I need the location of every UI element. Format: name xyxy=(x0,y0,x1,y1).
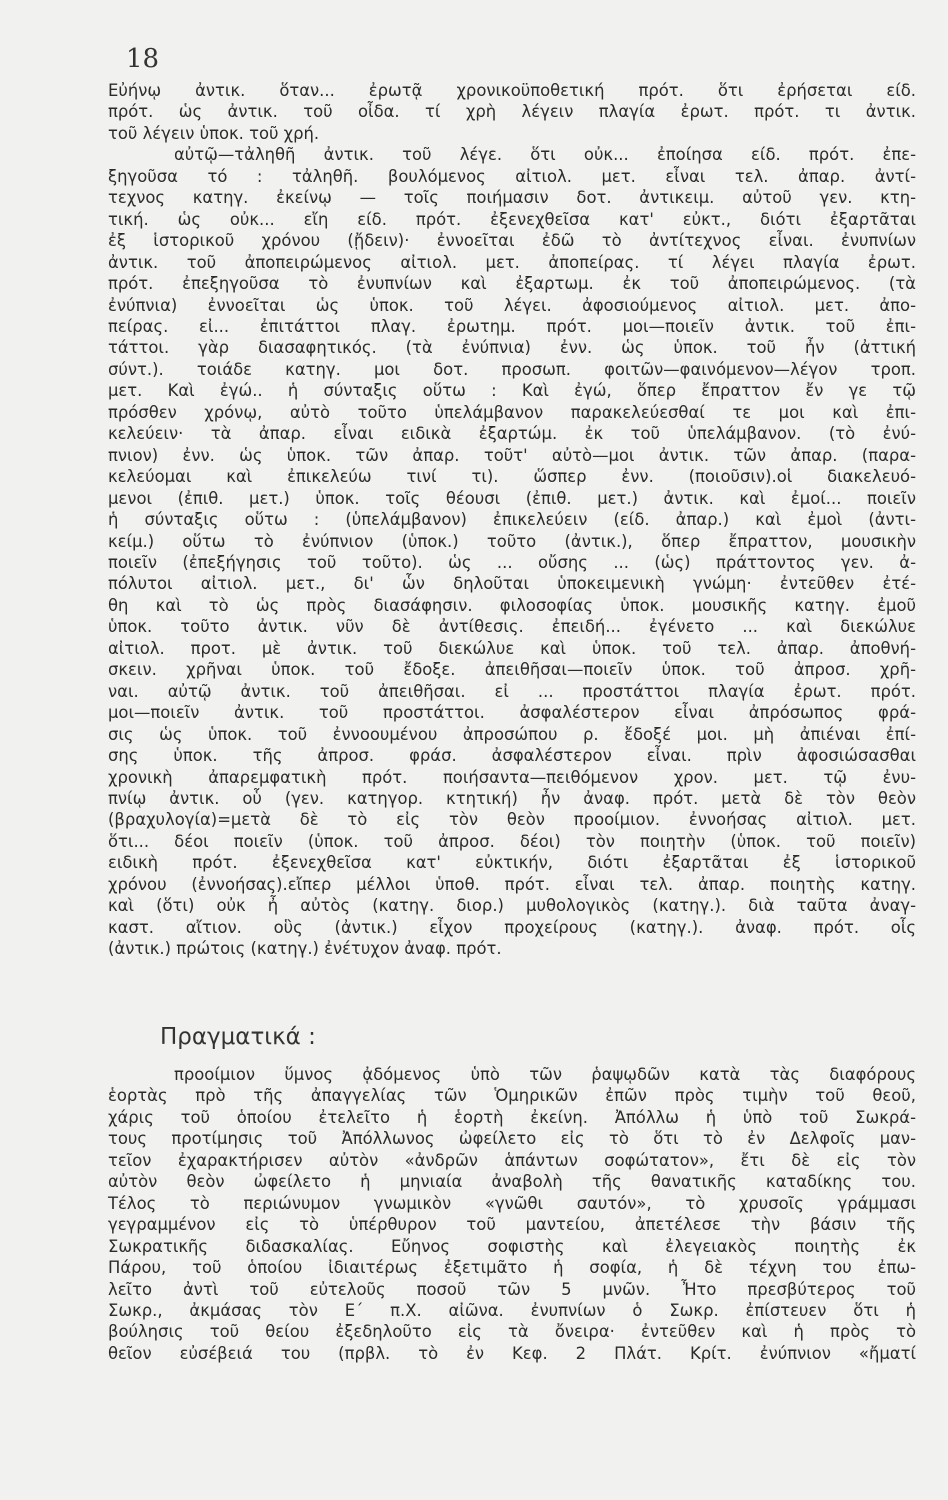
commentary-line: ποιεῖν (ἐπεξήγησις τοῦ τοῦτο). ὡς ... οὔσης ... (ὡς) πράττοντος γεν. ἀ- xyxy=(108,552,916,572)
commentary-line: αὐτῷ—τἀληθῆ ἀντικ. τοῦ λέγε. ὅτι οὐκ... ἐποίησα είδ. πρότ. ἐπε- xyxy=(174,145,916,165)
commentary-line: πνίῳ ἀντικ. οὗ (γεν. κατηγορ. κτητική) ἦν ἀναφ. πρότ. μετὰ δὲ τὸν θεὸν xyxy=(108,788,916,808)
commentary-line: τάττοι. γὰρ διασαφητικός. (τὰ ἐνύπνια) ἐνν. ὡς ὑποκ. τοῦ ἦν (ἀττική xyxy=(108,338,916,358)
commentary-line: κελεύομαι καὶ ἐπικελεύω τινί τι). ὥσπερ ἐνν. (ποιοῦσιν).οἱ διακελευό- xyxy=(108,467,916,487)
pragmatika-text-block xyxy=(108,1064,916,1364)
commentary-line: καὶ (ὅτι) οὐκ ἦ αὐτὸς (κατηγ. διορ.) μυθολογικὸς (κατηγ.). διὰ ταῦτα ἀναγ- xyxy=(108,896,916,916)
pragmatika-line: τους προτίμησις τοῦ Ἀπόλλωνος ὠφείλετο εἰς τὸ ὅτι τὸ ἐν Δελφοῖς μαν- xyxy=(108,1129,916,1149)
commentary-line: ὑποκ. τοῦτο ἀντικ. νῦν δὲ ἀντίθεσις. ἐπειδή... ἐγένετο ... καὶ διεκώλυε xyxy=(108,617,916,637)
pragmatika-line: αὐτὸν θεὸν ὠφείλετο ἡ μηνιαία ἀναβολὴ τῆς θανατικῆς καταδίκης του. xyxy=(108,1172,916,1192)
commentary-line: πρόσθεν χρόνῳ, αὐτὸ τοῦτο ὑπελάμβανον παρακελεύεσθαί τε μοι καὶ ἐπι- xyxy=(108,402,916,422)
commentary-line: τοῦ λέγειν ὑποκ. τοῦ χρή. xyxy=(108,123,320,143)
commentary-line: σις ὡς ὑποκ. τοῦ ἐννοουμένου ἀπροσώπου ρ. ἔδοξέ μοι. μὴ ἀπιέναι ἐπί- xyxy=(108,724,916,744)
pragmatika-line: ἑορτὰς πρὸ τῆς ἀπαγγελίας τῶν Ὁμηρικῶν ἐπῶν πρὸς τιμὴν τοῦ θεοῦ, xyxy=(108,1086,916,1106)
commentary-line: τεχνος κατηγ. ἐκείνῳ — τοῖς ποιήμασιν δοτ. ἀντικειμ. αὐτοῦ γεν. κτη- xyxy=(108,188,916,208)
commentary-line: ειδικὴ πρότ. ἐξενεχθεῖσα κατ' εὐκτικήν, διότι ἐξαρτᾶται ἐξ ἱστορικοῦ xyxy=(108,853,916,873)
pragmatika-line: προοίμιον ὕμνος ᾀδόμενος ὑπὸ τῶν ῥαψῳδῶν κατὰ τὰς διαφόρους xyxy=(174,1065,916,1084)
commentary-line: (ἀντικ.) πρώτοις (κατηγ.) ἐνέτυχον ἀναφ. πρότ. xyxy=(108,939,502,959)
pragmatika-line: χάρις τοῦ ὁποίου ἐτελεῖτο ἡ ἑορτὴ ἐκείνη. Ἀπόλλω ἡ ὑπὸ τοῦ Σωκρά- xyxy=(108,1107,916,1127)
commentary-line: σκειν. χρῆναι ὑποκ. τοῦ ἔδοξε. ἀπειθῆσαι—ποιεῖν ὑποκ. τοῦ ἀπροσ. χρῆ- xyxy=(108,660,916,680)
commentary-line: σης ὑποκ. τῆς ἀπροσ. φράσ. ἀσφαλέστερον εἶναι. πρὶν ἀφοσιώσασθαι xyxy=(108,746,916,766)
pragmatika-line: Πάρου, τοῦ ὁποίου ἰδιαιτέρως ἐξετιμᾶτο ἡ σοφία, ἡ δὲ τέχνη του ἐπω- xyxy=(108,1258,916,1278)
commentary-line: μοι—ποιεῖν ἀντικ. τοῦ προστάττοι. ἀσφαλέστερον εἶναι ἀπρόσωπος φρά- xyxy=(108,703,916,723)
commentary-line: πείρας. εἰ... ἐπιτάττοι πλαγ. ἐρωτημ. πρότ. μοι—ποιεῖν ἀντικ. τοῦ ἐπι- xyxy=(108,316,916,336)
commentary-line: μετ. Καὶ ἐγώ.. ἡ σύνταξις οὕτω : Καὶ ἐγώ, ὅπερ ἔπραττον ἔν γε τῷ xyxy=(108,381,916,401)
pragmatika-line: Τέλος τὸ περιώνυμον γνωμικὸν «γνῶθι σαυτόν», τὸ χρυσοῖς γράμμασι xyxy=(108,1193,916,1213)
commentary-line: κείμ.) οὕτω τὸ ἐνύπνιον (ὑποκ.) τοῦτο (ἀντικ.), ὅπερ ἔπραττον, μουσικὴν xyxy=(108,531,916,551)
commentary-line: ἐνύπνια) ἐννοεῖται ὡς ὑποκ. τοῦ λέγει. ἀφοσιούμενος αἰτιολ. μετ. ἀπο- xyxy=(108,295,916,315)
page-number: 18 xyxy=(126,44,160,74)
commentary-line: χρόνου (ἐννοήσας).εἴπερ μέλλοι ὑποθ. πρότ. εἶναι τελ. ἀπαρ. ποιητὴς κατηγ. xyxy=(108,874,916,894)
pragmatika-line: τεῖον ἐχαρακτήρισεν αὐτὸν «ἀνδρῶν ἁπάντων σοφώτατον», ἔτι δὲ εἰς τὸν xyxy=(108,1150,916,1170)
pragmatika-line: γεγραμμένον εἰς τὸ ὑπέρθυρον τοῦ μαντείου, ἀπετέλεσε τὴν βάσιν τῆς xyxy=(108,1215,916,1235)
commentary-line: ἐξ ἱστορικοῦ χρόνου (ᾔδειν)· ἐννοεῖται ἐδῶ τὸ ἀντίτεχνος εἶναι. ἐνυπνίων xyxy=(108,231,916,251)
commentary-line: τική. ὡς οὐκ... εἴη είδ. πρότ. ἐξενεχθεῖσα κατ' εὐκτ., διότι ἐξαρτᾶται xyxy=(108,209,916,229)
section-heading: Πραγματικά : xyxy=(160,1024,316,1050)
commentary-line: ἀντικ. τοῦ ἀποπειρώμενος αἰτιολ. μετ. ἀποπείρας. τί λέγει πλαγία ἐρωτ. xyxy=(108,252,916,272)
commentary-line: χρονικὴ ἀπαρεμφατικὴ πρότ. ποιήσαντα—πειθόμενον χρον. μετ. τῷ ἐνυ- xyxy=(108,767,916,787)
pragmatika-line: λεῖτο ἀντὶ τοῦ εὐτελοῦς ποσοῦ τῶν 5 μνῶν. Ἦτο πρεσβύτερος τοῦ xyxy=(108,1279,916,1299)
pragmatika-line: βούλησις τοῦ θείου ἐξεδηλοῦτο εἰς τὰ ὄνειρα· ἐντεῦθεν καὶ ἡ πρὸς τὸ xyxy=(108,1322,916,1342)
pragmatika-line: Σωκρ., ἀκμάσας τὸν Ε΄ π.Χ. αἰῶνα. ἐνυπνίων ὁ Σωκρ. ἐπίστευεν ὅτι ἡ xyxy=(108,1300,916,1320)
commentary-line: ξηγοῦσα τό : τἀληθῆ. βουλόμενος αἰτιολ. μετ. εἶναι τελ. ἀπαρ. ἀντί- xyxy=(108,166,916,186)
commentary-line: ὅτι... δέοι ποιεῖν (ὑποκ. τοῦ ἀπροσ. δέοι) τὸν ποιητὴν (ὑποκ. τοῦ ποιεῖν) xyxy=(108,831,916,851)
commentary-line: Εὐήνῳ ἀντικ. ὅταν... ἐρωτᾷ χρονικοϋποθετική πρότ. ὅτι ἐρήσεται είδ. xyxy=(108,81,916,100)
commentary-text-block xyxy=(108,80,916,960)
pragmatika-line: Σωκρατικῆς διδασκαλίας. Εὔηνος σοφιστὴς καὶ ἐλεγειακὸς ποιητὴς ἐκ xyxy=(108,1236,916,1256)
commentary-line: (βραχυλογία)=μετὰ δὲ τὸ εἰς τὸν θεὸν προοίμιον. ἐννοήσας αἰτιολ. μετ. xyxy=(108,810,916,830)
commentary-line: αἰτιολ. προτ. μὲ ἀντικ. τοῦ διεκώλυε καὶ ὑποκ. τοῦ τελ. ἀπαρ. ἀποθνή- xyxy=(108,638,916,658)
commentary-line: κελεύειν· τὰ ἀπαρ. εἶναι ειδικὰ ἐξαρτώμ. ἐκ τοῦ ὑπελάμβανον. (τὸ ἐνύ- xyxy=(108,424,916,444)
commentary-line: σύντ.). τοιάδε κατηγ. μοι δοτ. προσωπ. φοιτῶν—φαινόμενον—λέγον τροπ. xyxy=(108,359,916,379)
commentary-line: πρότ. ὡς ἀντικ. τοῦ οἶδα. τί χρὴ λέγειν πλαγία ἐρωτ. πρότ. τι ἀντικ. xyxy=(108,102,916,122)
commentary-line: πόλυτοι αἰτιολ. μετ., δι' ὧν δηλοῦται ὑποκειμενικὴ γνώμη· ἐντεῦθεν ἐτέ- xyxy=(108,574,916,594)
commentary-line: ἡ σύνταξις οὕτω : (ὑπελάμβανον) ἐπικελεύειν (είδ. ἀπαρ.) καὶ ἐμοὶ (ἀντι- xyxy=(108,510,916,530)
commentary-line: θη καὶ τὸ ὡς πρὸς διασάφησιν. φιλοσοφίας ὑποκ. μουσικῆς κατηγ. ἐμοῦ xyxy=(108,595,916,615)
commentary-line: μενοι (ἐπιθ. μετ.) ὑποκ. τοῖς θέουσι (ἐπιθ. μετ.) ἀντικ. καὶ ἐμοί... ποιεῖν xyxy=(108,488,916,508)
commentary-line: πρότ. ἐπεξηγοῦσα τὸ ἐνυπνίων καὶ ἐξαρτωμ. ἐκ τοῦ ἀποπειρώμενος. (τὰ xyxy=(108,274,916,294)
pragmatika-line: θεῖον εὐσέβειά του (πρβλ. τὸ ἐν Κεφ. 2 Πλάτ. Κρίτ. ἐνύπνιον «ἤματί xyxy=(108,1343,916,1363)
commentary-line: πνιον) ἐνν. ὡς ὑποκ. τῶν ἀπαρ. τοῦτ' αὐτὸ—μοι ἀντικ. τῶν ἀπαρ. (παρα- xyxy=(108,445,916,465)
commentary-line: ναι. αὐτῷ ἀντικ. τοῦ ἀπειθῆσαι. εἰ ... προστάττοι πλαγία ἐρωτ. πρότ. xyxy=(108,681,916,701)
commentary-line: καστ. αἴτιον. οὓς (ἀντικ.) εἶχον προχείρους (κατηγ.). ἀναφ. πρότ. οἷς xyxy=(108,917,916,937)
